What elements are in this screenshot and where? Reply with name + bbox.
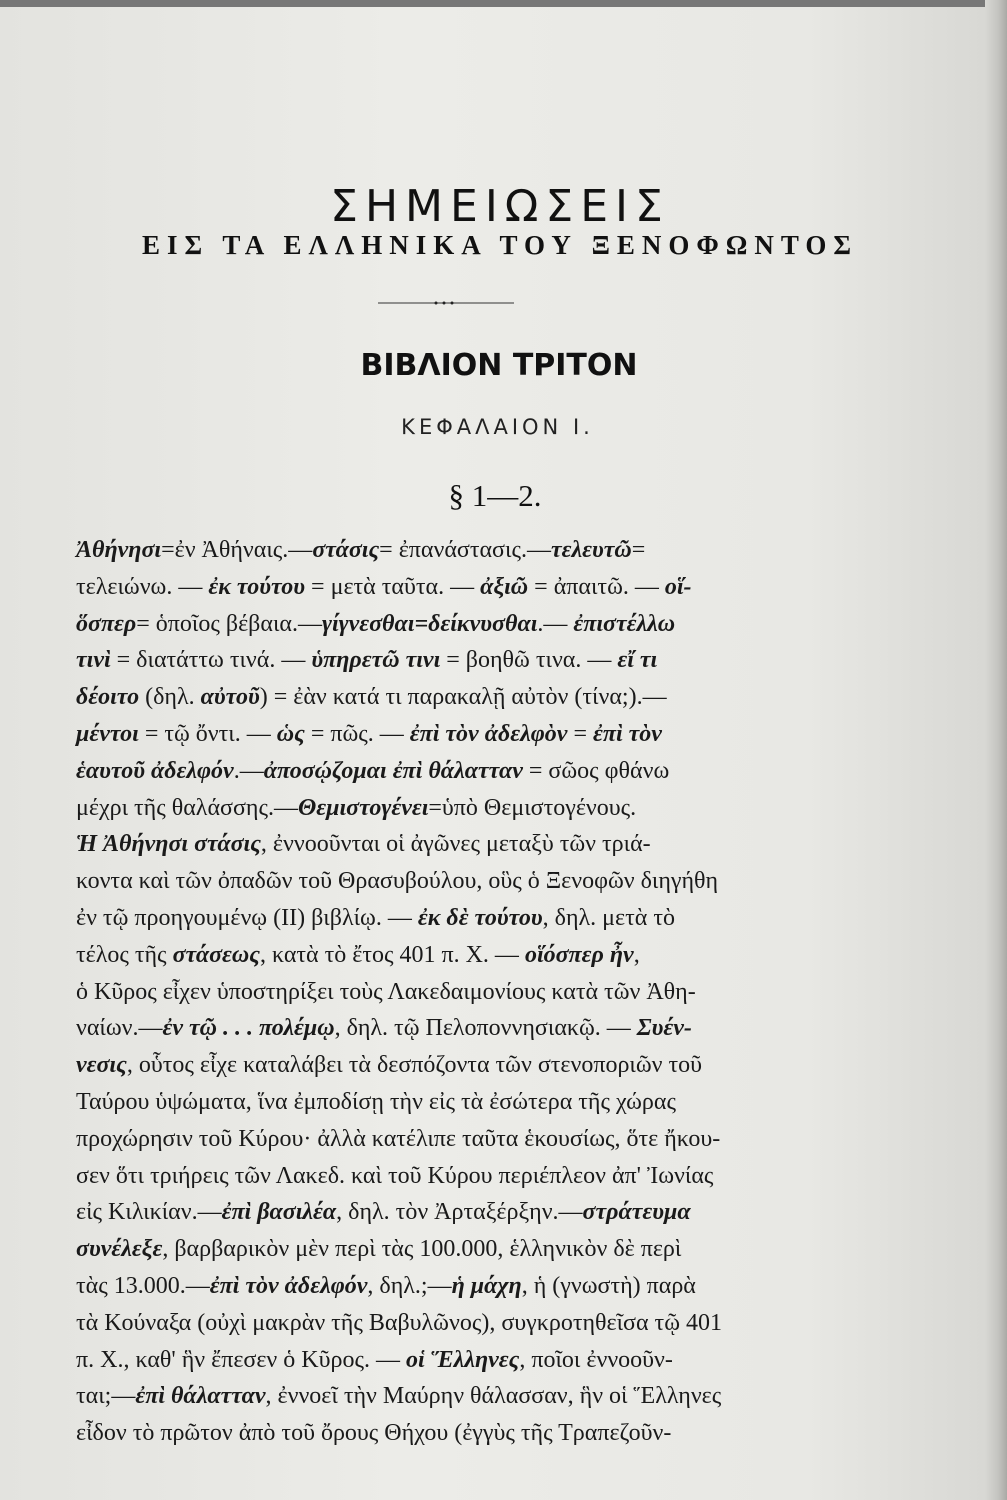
lemma-term: εἴ τι — [617, 647, 658, 674]
text-line — [76, 1305, 866, 1342]
gloss-text: ὁ Κῦρος εἶχεν ὑποστηρίξει τοὺς Λακεδαιμονίους κατὰ τῶν Ἀθη- — [76, 978, 696, 1005]
gloss-text: = ἀπαιτῶ. — — [528, 573, 665, 600]
gloss-text: σεν ὅτι τριήρεις τῶν Λακεδ. καὶ τοῦ Κύρου περιέπλεον ἀπ' Ἰωνίας — [76, 1162, 714, 1189]
gloss-text: .— — [233, 757, 264, 784]
lemma-term: ἐπὶ βασιλέα — [221, 1199, 337, 1226]
gloss-text: τελειώνω. — — [76, 573, 209, 600]
gloss-text: ἐν τῷ προηγουμένῳ (ΙΙ) βιβλίῳ. — — [76, 904, 418, 931]
lemma-term: γίγνεσθαι=δείκνυσθαι — [321, 610, 538, 637]
text-line — [76, 863, 866, 900]
page-top-edge — [0, 0, 1007, 7]
gloss-text: = τῷ ὄντι. — — [138, 720, 277, 747]
text-line — [76, 900, 866, 937]
text-line — [76, 532, 866, 569]
notes-text — [76, 532, 866, 1452]
page-title: ΣΗΜΕΙΩΣΕΙΣ — [330, 181, 670, 233]
text-line — [76, 1121, 866, 1158]
text-line — [76, 790, 866, 827]
lemma-term: οἵόσπερ ἦν — [524, 941, 634, 968]
lemma-term: δέοιτο — [76, 684, 140, 711]
lemma-term: ἡ μάχη — [451, 1272, 522, 1299]
gloss-text: , ποῖοι ἐννοοῦν- — [519, 1346, 673, 1373]
text-line — [76, 753, 866, 790]
lemma-term: ἐπὶ τὸν ἀδελφὸν — [409, 720, 568, 747]
lemma-term: τελευτῶ — [550, 537, 632, 563]
text-line — [76, 1010, 866, 1047]
gloss-text: =ἐν Ἀθήναις.— — [161, 537, 313, 563]
gloss-text: τέλος τῆς — [76, 941, 173, 968]
lemma-term: τινὶ — [76, 647, 111, 674]
text-line — [76, 1268, 866, 1305]
gloss-text: = μετὰ ταῦτα. — — [305, 573, 481, 600]
gloss-text: , δηλ. μετὰ τὸ — [542, 904, 675, 931]
gloss-text: τὰς 13.000.— — [76, 1272, 210, 1299]
lemma-term: ἐπιστέλλω — [573, 610, 676, 637]
gloss-text: , δηλ. τῷ Πελοποννησιακῷ. — — [334, 1015, 637, 1042]
lemma-term: ἑαυτοῦ ἀδελφόν — [76, 757, 234, 784]
lemma-term: στράτευμα — [582, 1199, 691, 1226]
lemma-term: ἀξιῶ — [480, 573, 529, 600]
lemma-term: αὐτοῦ — [200, 684, 260, 711]
lemma-term: ἐκ τούτου — [208, 573, 306, 600]
text-line — [76, 1194, 866, 1231]
lemma-term: μέντοι — [76, 720, 139, 747]
section-heading: § 1—2. — [448, 478, 542, 513]
lemma-term: ἐπὶ τὸν — [593, 720, 662, 747]
lemma-term: στάσεως — [172, 941, 260, 968]
lemma-term: νεσις — [76, 1052, 127, 1079]
gloss-text: ) = ἐὰν κατά τι παρακαλῇ αὐτὸν (τίνα;).— — [259, 684, 667, 711]
text-line — [76, 1231, 866, 1268]
gloss-text: Ταύρου ὑψώματα, ἵνα ἐμποδίσῃ τὴν εἰς τὰ ἐσώτερα τῆς χώρας — [76, 1088, 676, 1115]
gloss-text: = — [567, 720, 594, 747]
lemma-term: οἱ Ἕλληνες — [405, 1346, 520, 1373]
lemma-term: συνέλεξε — [76, 1236, 163, 1263]
text-line — [76, 826, 866, 863]
text-line — [76, 606, 866, 643]
book-heading: ΒΙΒΛΙΟΝ ΤΡΙΤΟΝ — [360, 348, 638, 383]
gloss-text: , βαρβαρικὸν μὲν περὶ τὰς 100.000, ἑλληνικὸν δὲ περὶ — [162, 1236, 682, 1263]
chapter-heading: ΚΕΦΑΛΑΙΟΝ Ι. — [401, 415, 594, 439]
text-line — [76, 642, 866, 679]
lemma-term: ὅσπερ — [76, 610, 137, 637]
gloss-text: εἰς Κιλικίαν.— — [76, 1199, 222, 1226]
page-subtitle: ΕΙΣ ΤΑ ΕΛΛΗΝΙΚΑ ΤΟΥ ΞΕΝΟΦΩΝΤΟΣ — [141, 230, 859, 260]
lemma-term: ὡς — [276, 720, 305, 747]
gloss-text: εἶδον τὸ πρῶτον ἀπὸ τοῦ ὄρους Θήχου (ἐγγὺς τῆς Τραπεζοῦν- — [76, 1420, 672, 1447]
lemma-term: ὑπηρετῶ τινι — [311, 647, 441, 674]
lemma-term: Ἀθήνησι — [76, 537, 162, 563]
text-line — [76, 1047, 866, 1084]
gloss-text: = πῶς. — — [304, 720, 410, 747]
text-line — [76, 679, 866, 716]
gloss-text: = ὁποῖος βέβαια.— — [136, 610, 322, 637]
text-line — [76, 1342, 866, 1379]
gloss-text: π. Χ., καθ' ἣν ἔπεσεν ὁ Κῦρος. — — [76, 1346, 406, 1373]
gloss-text: προχώρησιν τοῦ Κύρου· ἀλλὰ κατέλιπε ταῦτα ἑκουσίως, ὅτε ἤκου- — [76, 1125, 721, 1152]
text-line — [76, 1415, 866, 1452]
gloss-text: , δηλ. τὸν Ἀρταξέρξην.— — [336, 1199, 583, 1226]
gloss-text: κοντα καὶ τῶν ὀπαδῶν τοῦ Θρασυβούλου, οὓς ὁ Ξενοφῶν διηγήθη — [76, 868, 719, 895]
gloss-text: , οὗτος εἶχε καταλάβει τὰ δεσπόζοντα τῶν στενοποριῶν τοῦ — [126, 1052, 703, 1079]
gloss-text: = ἐπανάστασις.— — [379, 537, 551, 563]
gloss-text: =ὑπὸ Θεμιστογένους. — [428, 794, 637, 821]
text-line — [76, 1158, 866, 1195]
lemma-term: ἀποσῴζομαι ἐπὶ θάλατταν — [263, 757, 523, 784]
gloss-text: μέχρι τῆς θαλάσσης.— — [76, 794, 298, 821]
text-line — [76, 569, 866, 606]
gloss-text: , — [633, 941, 640, 968]
gloss-text: ναίων.— — [76, 1015, 163, 1042]
text-line — [76, 1378, 866, 1415]
gloss-text: , κατὰ τὸ ἔτος 401 π. Χ. — — [259, 941, 525, 968]
gloss-text: ται;— — [76, 1383, 136, 1410]
text-line — [76, 1084, 866, 1121]
gloss-text: , ἐννοοῦνται οἱ ἀγῶνες μεταξὺ τῶν τριά- — [260, 831, 651, 858]
gloss-text: , ἡ (γνωστὴ) παρὰ — [521, 1272, 696, 1299]
gloss-text: (δηλ. — [139, 684, 201, 711]
lemma-term: ἐν τῷ . . . πολέμῳ — [162, 1015, 335, 1042]
gloss-text: τὰ Κούναξα (οὐχὶ μακρὰν τῆς Βαβυλῶνος), συγκροτηθεῖσα τῷ 401 — [76, 1309, 722, 1336]
lemma-term: ἐκ δὲ τούτου — [417, 904, 543, 931]
lemma-term: Συέν- — [636, 1015, 692, 1042]
text-line — [76, 716, 866, 753]
gloss-text: = σῶος φθάνω — [522, 757, 670, 784]
lemma-term: Ἡ Ἀθήνησι στάσις — [76, 831, 261, 858]
gloss-text: , δηλ.;— — [367, 1272, 452, 1299]
lemma-term: ἐπὶ τὸν ἀδελφόν — [209, 1272, 368, 1299]
gloss-text: , ἐννοεῖ τὴν Μαύρην θάλασσαν, ἣν οἱ Ἕλληνες — [265, 1383, 722, 1410]
lemma-term: στάσις — [312, 537, 380, 563]
lemma-term: Θεμιστογένει — [297, 794, 429, 821]
lemma-term: οἵ- — [664, 573, 692, 600]
text-line — [76, 974, 866, 1011]
lemma-term: ἐπὶ θάλατταν — [135, 1383, 266, 1410]
gloss-text: = — [631, 537, 646, 563]
gloss-text: = βοηθῶ τινα. — — [440, 647, 618, 674]
gloss-text: = διατάττω τινά. — — [110, 647, 312, 674]
text-line — [76, 937, 866, 974]
gloss-text: .— — [537, 610, 574, 637]
ornamental-divider — [378, 297, 514, 309]
